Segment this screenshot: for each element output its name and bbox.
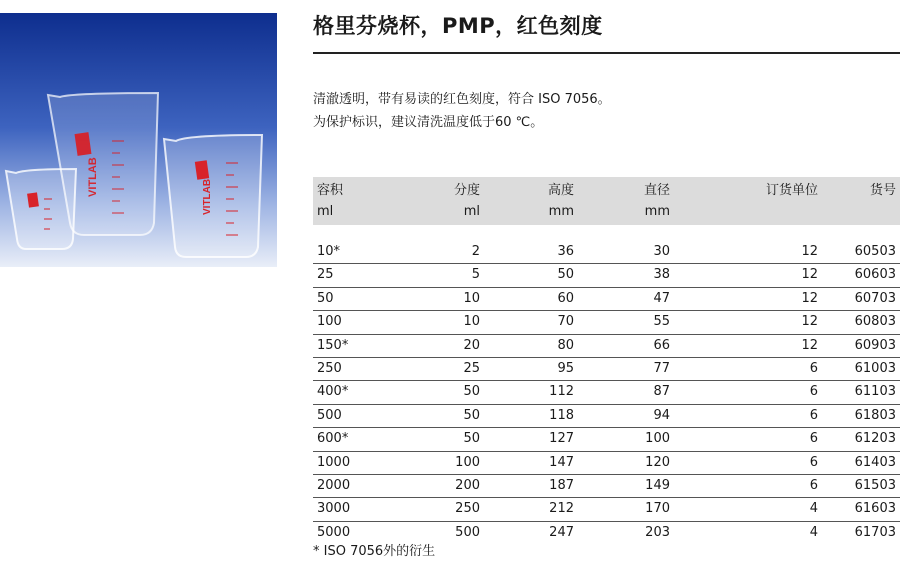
cell-order-unit: 6 [809,431,818,447]
cell-height: 36 [557,244,574,259]
cell-graduation: 10 [463,314,480,330]
unit-graduation: ml [463,204,480,219]
cell-diameter: 203 [645,524,670,540]
cell-graduation: 100 [455,454,480,470]
cell-diameter: 149 [645,477,670,493]
header-graduation: 分度 [453,183,480,198]
table-row [313,452,900,475]
product-photo [0,13,277,267]
cell-capacity: 2000 [317,477,351,493]
cell-order-unit: 4 [809,501,818,517]
cell-graduation: 500 [455,524,480,540]
product-description [313,88,611,134]
cell-capacity: 10* [317,244,341,259]
spec-table [313,177,900,544]
cell-article-no: 61803 [854,407,896,423]
cell-graduation: 5 [471,267,480,283]
svg-text:VITLAB: VITLAB [202,178,213,215]
cell-article-no: 61503 [854,477,896,493]
table-row [313,358,900,381]
cell-article-no: 61203 [854,431,896,447]
header-article-no: 货号 [869,183,896,198]
cell-graduation: 20 [463,337,480,353]
table-row [313,405,900,428]
cell-graduation: 10 [463,290,480,306]
cell-diameter: 100 [645,431,670,447]
cell-capacity: 150* [317,337,349,353]
cell-article-no: 60903 [854,337,896,353]
cell-article-no: 60803 [854,314,896,330]
table-row [313,475,900,498]
cell-article-no: 60503 [854,244,896,259]
cell-graduation: 250 [455,501,480,517]
cell-height: 127 [549,431,574,447]
cell-order-unit: 6 [809,384,818,400]
cell-diameter: 77 [653,360,670,376]
header-labels-row [313,179,900,203]
cell-capacity: 100 [317,314,342,330]
cell-height: 247 [549,524,574,540]
table-row [313,428,900,451]
cell-order-unit: 12 [801,244,818,259]
table-row [313,311,900,334]
cell-capacity: 3000 [317,501,351,517]
cell-capacity: 250 [317,360,342,376]
table-row [313,288,900,311]
cell-diameter: 30 [653,244,670,259]
beakers-illustration [0,13,277,267]
cell-capacity: 5000 [317,524,351,540]
cell-height: 118 [549,407,574,423]
cell-height: 147 [549,454,574,470]
cell-capacity: 50 [317,290,334,306]
cell-order-unit: 6 [809,407,818,423]
cell-height: 187 [549,477,574,493]
unit-capacity: ml [317,204,334,219]
cell-order-unit: 6 [809,360,818,376]
cell-height: 50 [557,267,574,283]
cell-order-unit: 12 [801,337,818,353]
cell-capacity: 1000 [317,454,351,470]
table-row [313,241,900,264]
cell-order-unit: 12 [801,314,818,330]
cell-height: 112 [549,384,574,400]
cell-diameter: 170 [645,501,670,517]
description-line: 为保护标识，建议清洗温度低于60 ℃。 [313,115,544,130]
cell-article-no: 61703 [854,524,896,540]
cell-order-unit: 6 [809,477,818,493]
cell-height: 95 [557,360,574,376]
cell-height: 212 [549,501,574,517]
svg-text:VITLAB: VITLAB [87,157,99,197]
header-diameter: 直径 [643,183,670,198]
unit-diameter: mm [644,204,670,219]
table-header [313,177,900,225]
cell-article-no: 61103 [854,384,896,400]
cell-capacity: 500 [317,407,342,423]
cell-graduation: 2 [471,244,480,259]
cell-capacity: 25 [317,267,334,283]
cell-article-no: 61603 [854,501,896,517]
cell-graduation: 200 [455,477,480,493]
cell-height: 80 [557,337,574,353]
cell-height: 60 [557,290,574,306]
cell-diameter: 55 [653,314,670,330]
cell-graduation: 50 [463,431,480,447]
header-height: 高度 [547,183,574,198]
cell-capacity: 600* [317,431,349,447]
cell-article-no: 61003 [854,360,896,376]
cell-order-unit: 12 [801,290,818,306]
cell-diameter: 120 [645,454,670,470]
header-capacity: 容积 [317,183,344,198]
header-units-row [313,204,900,228]
cell-order-unit: 12 [801,267,818,283]
beaker-small [6,169,76,249]
table-row [313,498,900,521]
cell-diameter: 87 [653,384,670,400]
beaker-medium [164,135,262,257]
table-row [313,381,900,404]
cell-graduation: 50 [463,384,480,400]
cell-order-unit: 6 [809,454,818,470]
cell-diameter: 47 [653,290,670,306]
table-row [313,264,900,287]
cell-graduation: 25 [463,360,480,376]
cell-article-no: 60603 [854,267,896,283]
page-title: 格里芬烧杯，PMP，红色刻度 [313,14,603,38]
cell-height: 70 [557,314,574,330]
footnote: * ISO 7056外的衍生 [313,544,436,559]
cell-diameter: 94 [653,407,670,423]
cell-order-unit: 4 [809,524,818,540]
cell-diameter: 38 [653,267,670,283]
cell-graduation: 50 [463,407,480,423]
table-body [313,241,900,544]
table-row [313,335,900,358]
unit-height: mm [548,204,574,219]
header-order-unit: 订货单位 [765,183,818,198]
description-line: 清澈透明，带有易读的红色刻度，符合 ISO 7056。 [313,92,611,107]
cell-diameter: 66 [653,337,670,353]
cell-capacity: 400* [317,384,349,400]
cell-article-no: 61403 [854,454,896,470]
cell-article-no: 60703 [854,290,896,306]
title-divider [313,52,900,54]
